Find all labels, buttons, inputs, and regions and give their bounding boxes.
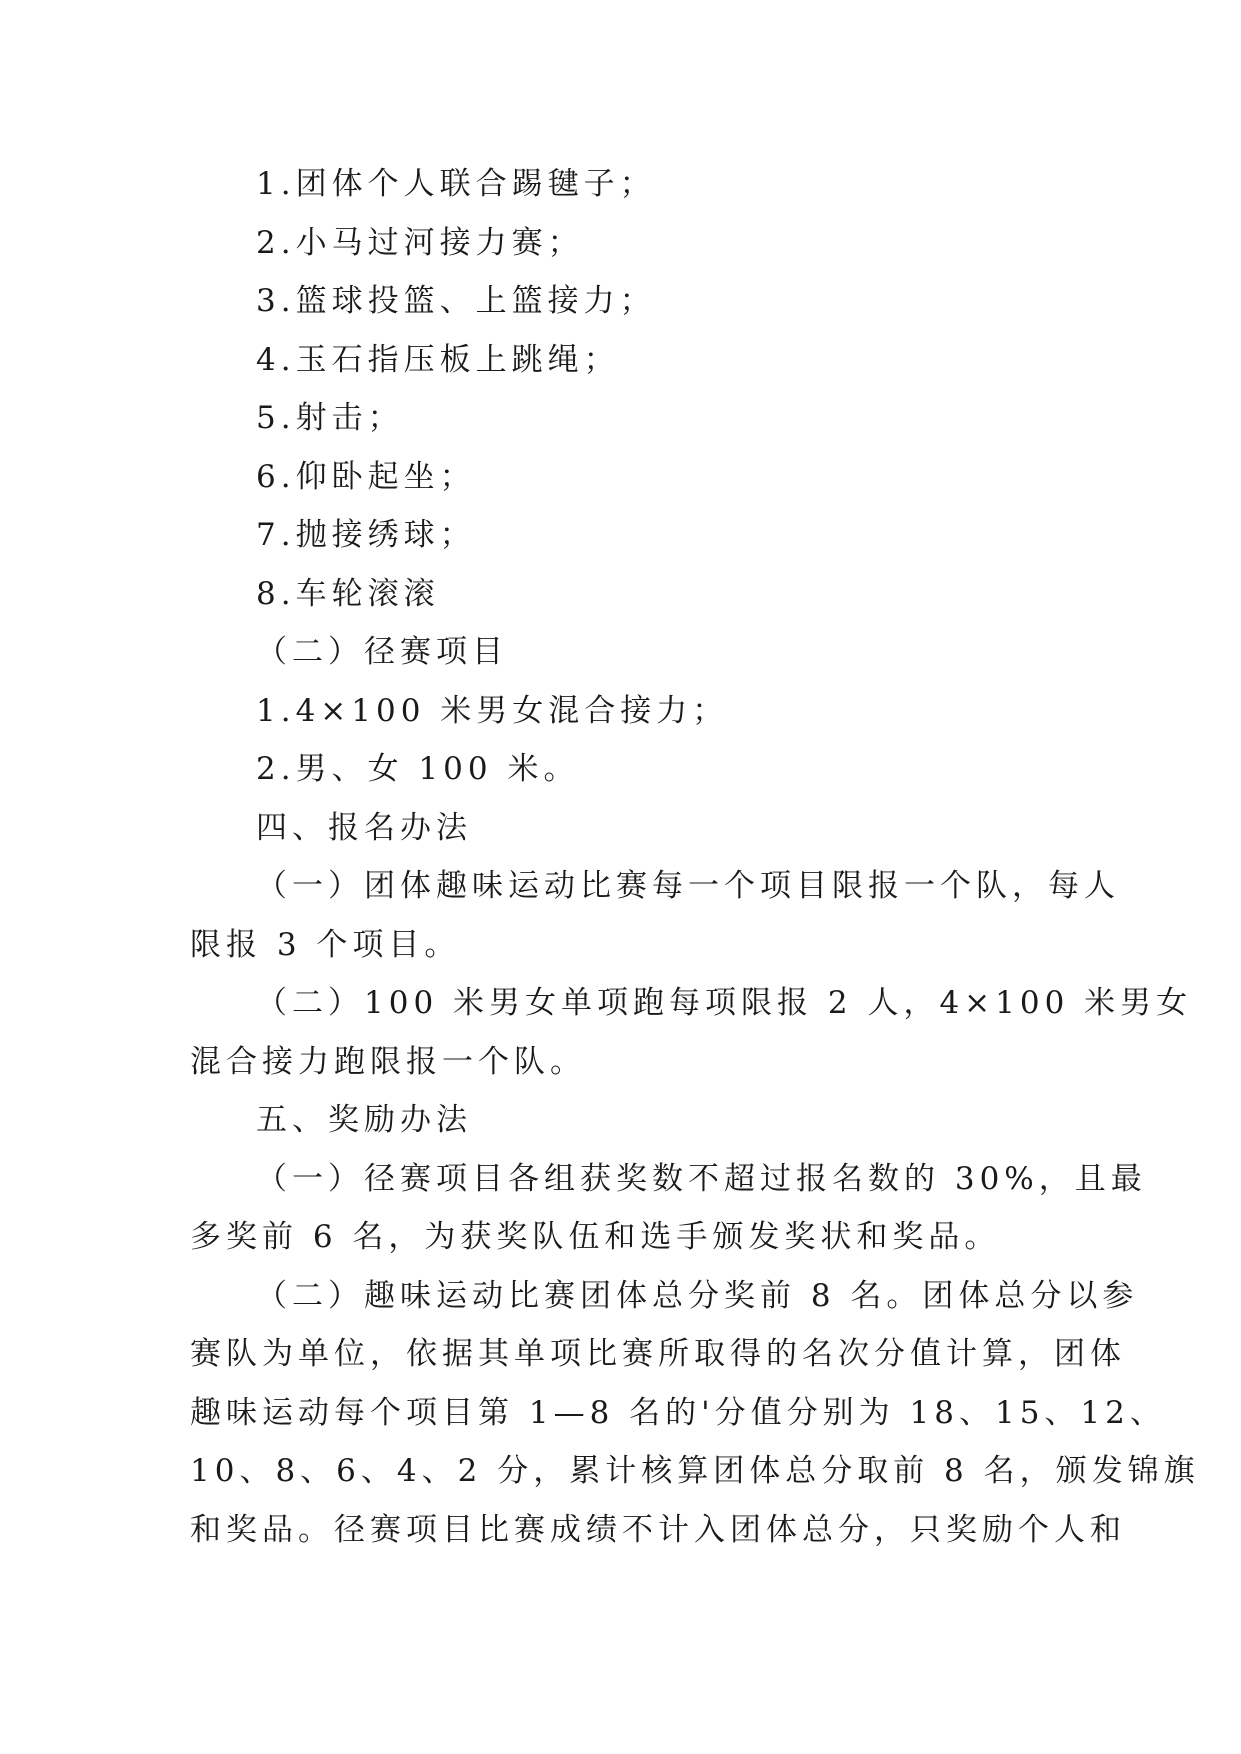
- text-line: 四、报名办法: [256, 809, 472, 846]
- text-line: 赛队为单位，依据其单项比赛所取得的名次分值计算，团体: [190, 1336, 1126, 1372]
- text-line: 3.篮球投篮、上篮接力；: [256, 283, 656, 319]
- text-line: 和奖品。径赛项目比赛成绩不计入团体总分，只奖励个人和: [190, 1511, 1126, 1548]
- text-line: （二）径赛项目: [256, 634, 508, 670]
- text-line: 8.车轮滚滚: [256, 575, 440, 612]
- text-line: 多奖前 6 名，为获奖队伍和选手颁发奖状和奖品。: [190, 1219, 1001, 1255]
- text-line: 趣味运动每个项目第 1—8 名的'分值分别为 18、15、12、: [190, 1394, 1166, 1431]
- text-line: 2.男、女 100 米。: [256, 751, 580, 787]
- text-line: 限报 3 个项目。: [190, 926, 461, 963]
- text-line: 4.玉石指压板上跳绳；: [256, 341, 620, 378]
- text-line: 10、8、6、4、2 分，累计核算团体总分取前 8 名，颁发锦旗: [190, 1453, 1200, 1489]
- text-line: （一）团体趣味运动比赛每一个项目限报一个队，每人: [256, 868, 1120, 904]
- text-line: （二）100 米男女单项跑每项限报 2 人，4×100 米男女: [256, 985, 1193, 1021]
- text-line: 1.4×100 米男女混合接力；: [256, 692, 729, 729]
- text-line: 7.抛接绣球；: [256, 517, 476, 553]
- document-body: [190, 155, 1200, 1559]
- text-line: 5.射击；: [256, 400, 404, 436]
- text-line: 混合接力跑限报一个队。: [190, 1043, 586, 1080]
- text-line: 五、奖励办法: [256, 1102, 472, 1138]
- text-line: 2.小马过河接力赛；: [256, 224, 584, 261]
- text-line: （一）径赛项目各组获奖数不超过报名数的 30%，且最: [256, 1160, 1147, 1197]
- text-line: 6.仰卧起坐；: [256, 458, 476, 495]
- text-line: 1.团体个人联合踢毽子；: [256, 166, 656, 202]
- text-line: （二）趣味运动比赛团体总分奖前 8 名。团体总分以参: [256, 1277, 1139, 1314]
